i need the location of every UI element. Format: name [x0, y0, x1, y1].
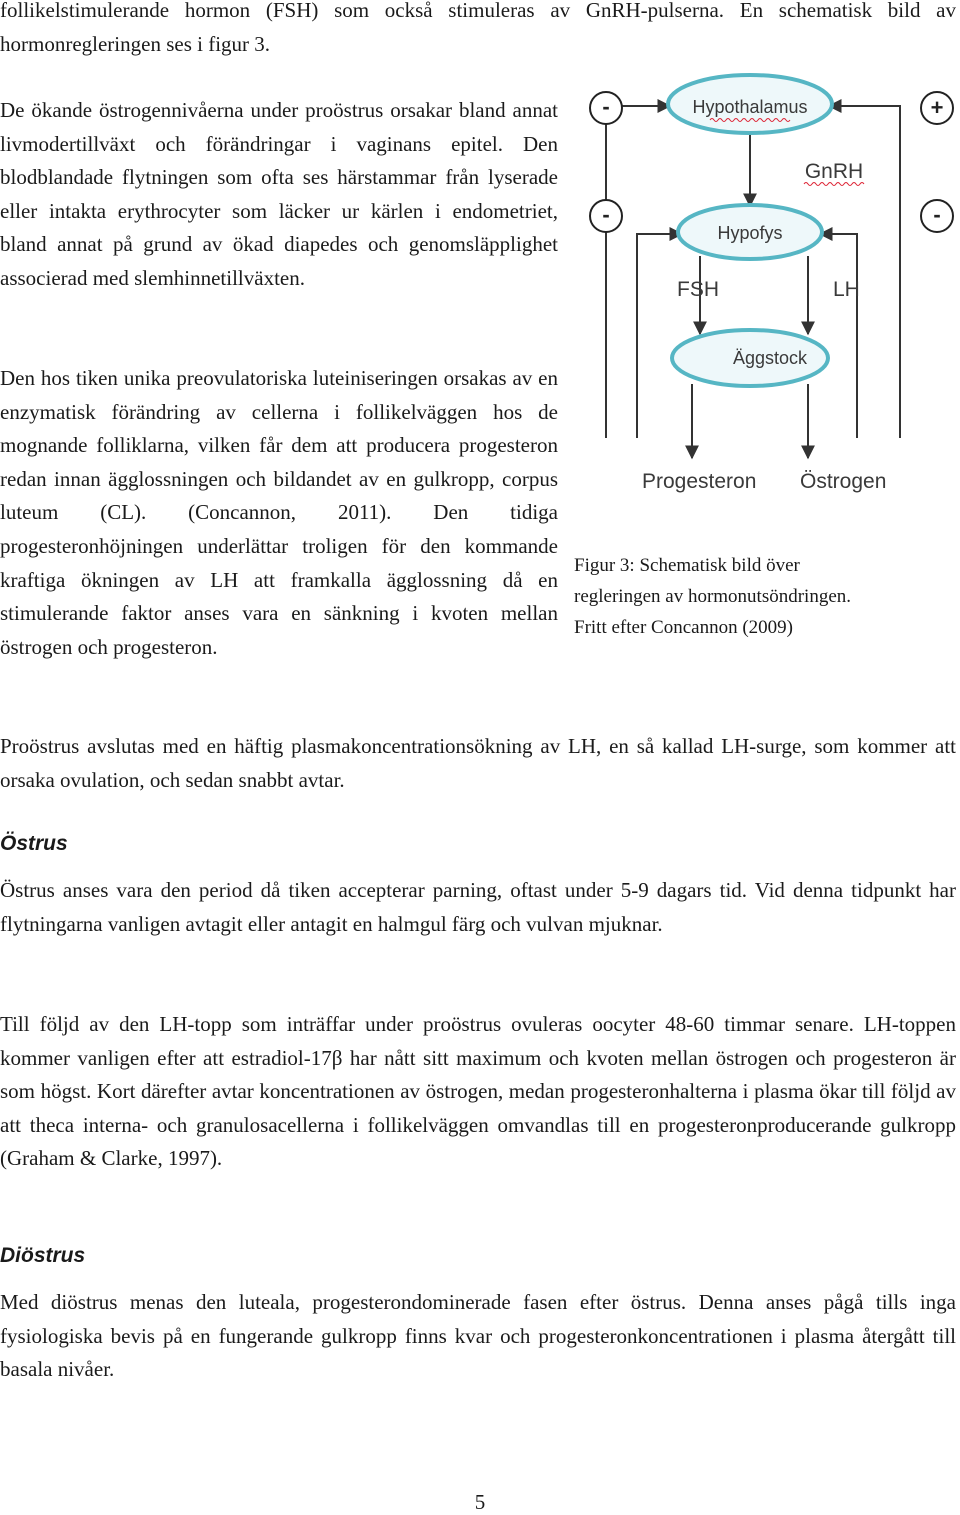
- section-heading-diostrus: Diöstrus: [0, 1244, 86, 1267]
- ostrus-paragraph-1: Östrus anses vara den period då tiken accepterar parning, oftast under 5-9 dagars tid. Vid denna tidpunkt har flytningarna vanligen avtagit eller antagit en halmgul färg och vulvan mjuknar.: [0, 878, 956, 936]
- svg-text:-: -: [602, 202, 610, 227]
- estrogen-paragraph: De ökande östrogennivåerna under proöstrus orsakar bland annat livmodertillväxt och förändringar i vaginans epitel. Den blodblandade flytningen som ofta ses härstammar från lyserade eller intakta erythrocyter som läcker ur kärlen i endometriet, bland annat på grund av ökad diapedes och genomsläpplighet associerad med slemhinnetillväxten.: [0, 98, 558, 290]
- svg-text:-: -: [933, 202, 941, 227]
- fsh-label: FSH: [677, 278, 719, 301]
- inner-left-feedback-line: [637, 234, 682, 438]
- intro-paragraph: follikelstimulerande hormon (FSH) som också stimuleras av GnRH-pulserna. En schematisk bild av hormonregleringen ses i figur 3.: [0, 0, 956, 56]
- caption-line: Fritt efter Concannon (2009): [574, 617, 793, 638]
- inner-right-feedback-line: [820, 234, 857, 438]
- minus-sign-mid-right: [921, 200, 953, 232]
- progesteron-label: Progesteron: [642, 470, 757, 493]
- aggstock-label: Äggstock: [732, 348, 808, 368]
- outer-right-feedback-line: [829, 106, 900, 438]
- svg-text:-: -: [602, 94, 610, 119]
- caption-line: Figur 3: Schematisk bild över: [574, 555, 800, 576]
- page-number: 5: [474, 1490, 486, 1514]
- hormone-regulation-diagram: [582, 66, 960, 506]
- plus-sign-top-right: [921, 92, 953, 124]
- lh-label: LH: [833, 278, 860, 301]
- minus-sign-mid-left: [590, 200, 622, 232]
- caption-line: regleringen av hormonutsöndringen.: [574, 586, 852, 607]
- luteinization-paragraph: Den hos tiken unika preovulatoriska luteiniseringen orsakas av en enzymatisk förändring av cellerna i follikelväggen hos de mognande folliklarna, vilken får dem att producera progesteron redan innan ägglossningen och bildandet av en gulkropp, corpus luteum (CL). (Concannon, 2011). Den tidiga progesteronhöjningen underlättar troligen för den kommande kraftiga ökningen av LH att framkalla ägglossning då en stimulerande faktor anses vara en sänkning i kvoten mellan östrogen och progesteron.: [0, 366, 558, 659]
- ostrogen-label: Östrogen: [800, 470, 887, 493]
- svg-text:+: +: [930, 95, 944, 120]
- figure-caption: [574, 550, 944, 643]
- hypothalamus-label: Hypothalamus: [692, 97, 808, 117]
- lh-surge-paragraph: Proöstrus avslutas med en häftig plasmakoncentrationsökning av LH, en så kallad LH-surge, som kommer att orsaka ovulation, och sedan snabbt avtar.: [0, 734, 956, 792]
- hypofys-label: Hypofys: [717, 223, 783, 243]
- ostrus-paragraph-2: Till följd av den LH-topp som inträffar under proöstrus ovuleras oocyter 48-60 timmar senare. LH-toppen kommer vanligen efter att estradiol-17β har nått sitt maximum och kvoten mellan östrogen och progesteron är som högst. Kort därefter avtar koncentrationen av östrogen, medan progesteronhalterna i plasma ökar till följd av att theca interna- och granulosacellerna i follikelväggen omvandlas till en progesteronproducerande gulkropp (Graham & Clarke, 1997).: [0, 1012, 956, 1171]
- diostrus-paragraph: Med diöstrus menas den luteala, progesterondominerade fasen efter östrus. Denna anses pågå tills inga fysiologiska bevis på en fungerande gulkropp finns kvar och progesteronkoncentrationen i plasma återgått till basala nivåer.: [0, 1290, 956, 1382]
- minus-sign-top-left: [590, 92, 622, 124]
- section-heading-ostrus: Östrus: [0, 832, 68, 855]
- gnrh-label: GnRH: [804, 160, 864, 183]
